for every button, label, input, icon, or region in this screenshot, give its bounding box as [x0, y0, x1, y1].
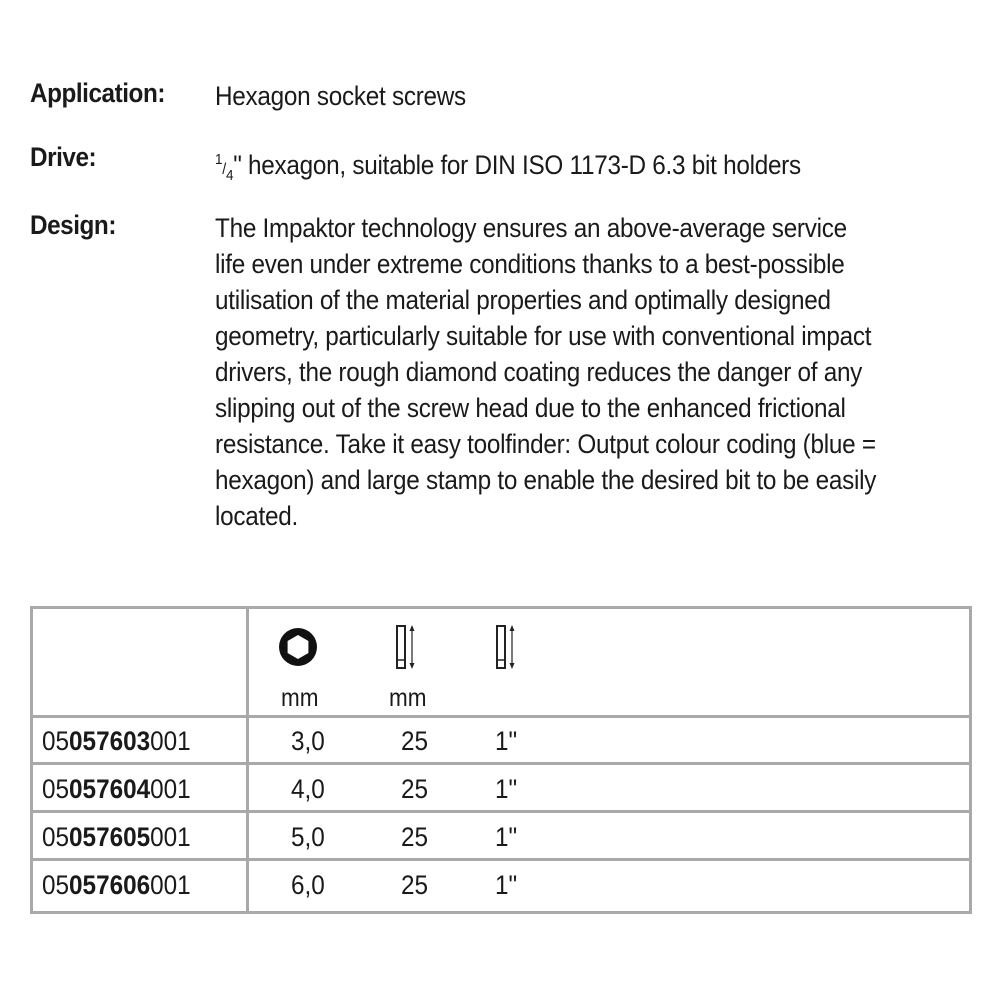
fraction-separator: / [222, 161, 226, 178]
design-line: hexagon) and large stamp to enable the desired bit to be easily [215, 465, 877, 495]
drive-label: Drive: [30, 142, 97, 172]
design-line: slipping out of the screw head due to the enhanced frictional [215, 393, 846, 423]
length-in-value: 1" [495, 774, 518, 804]
unit-size: mm [281, 684, 319, 712]
size-value: 5,0 [291, 822, 325, 852]
code-main: 057604 [69, 774, 151, 804]
table-column-divider [246, 609, 249, 911]
design-line: geometry, particularly suitable for use with conventional impact [215, 321, 872, 351]
design-line: drivers, the rough diamond coating reduces the danger of any [215, 357, 863, 387]
article-number [42, 726, 191, 757]
code-suffix: 001 [150, 870, 191, 900]
length-mm-value: 25 [401, 774, 429, 804]
design-value [215, 210, 935, 534]
application-value: Hexagon socket screws [215, 81, 466, 111]
article-number [42, 774, 191, 805]
article-number [42, 870, 191, 901]
code-prefix: 05 [42, 726, 70, 756]
code-main: 057603 [69, 726, 151, 756]
article-number [42, 822, 191, 853]
unit-length: mm [389, 684, 427, 712]
length-in-value: 1" [495, 870, 518, 900]
fraction-denominator: 4 [225, 167, 234, 184]
application-label: Application: [30, 78, 165, 108]
design-label: Design: [30, 210, 116, 240]
length-mm-value: 25 [401, 822, 429, 852]
bit-length-icon [391, 623, 421, 673]
table-row-divider [33, 858, 969, 861]
code-suffix: 001 [150, 726, 191, 756]
product-table [30, 606, 972, 914]
code-main: 057605 [69, 822, 151, 852]
code-prefix: 05 [42, 774, 70, 804]
drive-fraction [215, 151, 234, 184]
length-in-value: 1" [495, 822, 518, 852]
code-prefix: 05 [42, 870, 70, 900]
drive-value: " hexagon, suitable for DIN ISO 1173-D 6.3 bit holders [233, 150, 801, 180]
design-line: The Impaktor technology ensures an above-average service [215, 213, 847, 243]
hexagon-size-icon [278, 627, 318, 667]
table-row-divider [33, 762, 969, 765]
table-row-divider [33, 810, 969, 813]
design-line: life even under extreme conditions thanks to a best-possible [215, 249, 845, 279]
code-suffix: 001 [150, 822, 191, 852]
size-value: 6,0 [291, 870, 325, 900]
size-value: 3,0 [291, 726, 325, 756]
bit-length-inch-icon [491, 623, 521, 673]
code-suffix: 001 [150, 774, 191, 804]
design-line: utilisation of the material properties and optimally designed [215, 285, 831, 315]
length-mm-value: 25 [401, 726, 429, 756]
length-in-value: 1" [495, 726, 518, 756]
table-header-divider [33, 715, 969, 718]
drive-value-wrap [215, 142, 935, 194]
fraction-numerator: 1 [215, 151, 223, 168]
design-line: located. [215, 501, 298, 531]
length-mm-value: 25 [401, 870, 429, 900]
size-value: 4,0 [291, 774, 325, 804]
design-line: resistance. Take it easy toolfinder: Output colour coding (blue = [215, 429, 876, 459]
code-prefix: 05 [42, 822, 70, 852]
code-main: 057606 [69, 870, 151, 900]
